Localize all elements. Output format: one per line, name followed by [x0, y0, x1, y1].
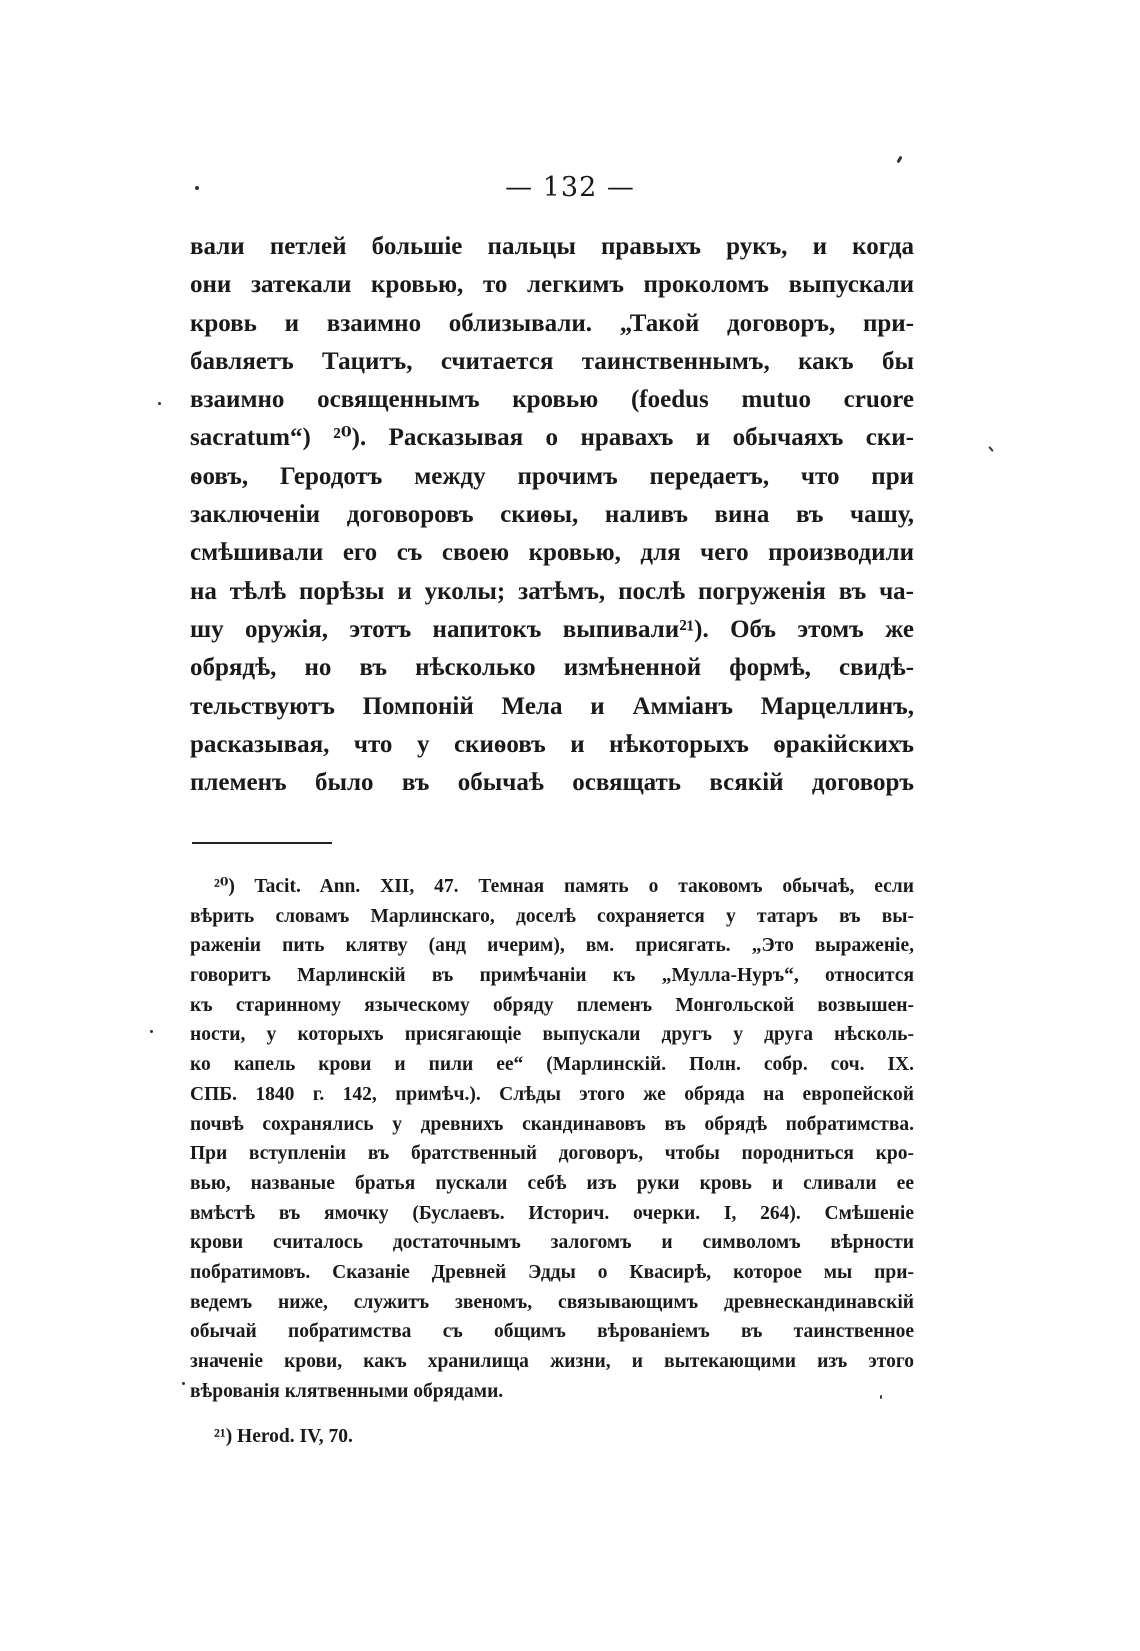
footnote-line: ведемъ ниже, служитъ звеномъ, связывающимъ древнескандинавскій	[190, 1291, 914, 1313]
body-line: они затекали кровью, то легкимъ прокoломъ выпускали	[190, 271, 914, 299]
footnote-divider	[192, 842, 332, 844]
footnote-line: вѣрованія клятвенными обрядами.	[190, 1380, 504, 1402]
footnote-line: обычай побратимства съ общимъ вѣрованіемъ въ таинственное	[190, 1321, 914, 1343]
footnote-line: ²⁰) Tacit. Ann. XII, 47. Темная память о таковомъ обычаѣ, если	[214, 876, 914, 897]
footnote-21: ²¹) Herod. IV, 70.	[214, 1426, 353, 1447]
body-line: ѳовъ, Геродотъ между прочимъ передаетъ, что при	[190, 462, 914, 490]
footnote-line: раженіи пить клятву (анд ичерим), вм. присягать. „Это выраженіе,	[190, 935, 914, 957]
scan-speck	[988, 446, 993, 452]
body-line: вали петлей большіе пальцы правыхъ рукъ, и когда	[190, 233, 914, 260]
footnote-line: ко капель крови и пили ее“ (Марлинскій. Полн. собр. соч. IX.	[190, 1054, 914, 1076]
body-line: взаимно освященнымъ кровью (foedus mutuo cruore	[190, 386, 914, 414]
footnote-line: почвѣ сохранялись у древнихъ скандинавовъ въ обрядѣ побратимства.	[190, 1113, 914, 1135]
footnote-line: говоритъ Марлинскій въ примѣчаніи къ „Мулла-Нуръ“, относится	[190, 965, 914, 987]
footnote-line: къ старинному языческому обряду племенъ Монгольской возвышен-	[190, 994, 914, 1016]
footnote-line: крови считалось достаточнымъ залогомъ и символомъ вѣрности	[190, 1232, 914, 1254]
body-line: шу оружія, этотъ напитокъ выпивали²¹). Объ этомъ же	[190, 615, 914, 643]
body-line: расказывая, что у скиѳовъ и нѣкоторыхъ ѳракійскихъ	[190, 730, 914, 758]
footnote-line: ности, у которыхъ присягающіе выпускали другъ у друга нѣсколь-	[190, 1024, 914, 1046]
body-line: на тѣлѣ порѣзы и уколы; затѣмъ, послѣ погруженія въ ча-	[190, 577, 914, 605]
footnote-line: значеніе крови, какъ хранилища жизни, и вытекающими изъ этого	[190, 1351, 914, 1372]
body-line: заключеніи договоровъ скиѳы, наливъ вина въ чашу,	[190, 501, 914, 529]
scan-speck	[896, 156, 902, 164]
footnote-line: вмѣстѣ въ ямочку (Буслаевъ. Историч. очерки. I, 264). Смѣшеніе	[190, 1202, 914, 1224]
main-body-text	[190, 228, 914, 802]
footnote-line: При вступленіи въ братственный договоръ, чтобы породниться кро-	[190, 1143, 914, 1165]
footnote-20	[190, 872, 914, 1406]
body-line: бавляетъ Тацитъ, считается таинственнымъ, какъ бы	[190, 347, 914, 375]
body-line: смѣшивали его съ своею кровью, для чего производили	[190, 539, 914, 567]
body-line: кровь и взаимно облизывали. „Такой договоръ, при-	[190, 309, 914, 337]
body-line: тельствуютъ Помпоній Мела и Амміанъ Марцеллинъ,	[190, 692, 914, 720]
page-number: — 132 —	[505, 172, 635, 203]
scan-speck	[150, 1030, 153, 1033]
scan-speck	[880, 1395, 882, 1399]
body-line: обрядѣ, но въ нѣсколько измѣненной формѣ, свидѣ-	[190, 654, 914, 682]
scan-speck	[158, 402, 161, 405]
footnote-line: вью, названые братья пускали себѣ изъ руки кровь и сливали ее	[190, 1172, 914, 1194]
scan-speck	[182, 1382, 185, 1385]
footnote-line: побратимовъ. Сказаніе Древней Эдды о Квасирѣ, которое мы при-	[190, 1261, 914, 1283]
body-line: sacratum“) ²⁰). Расказывая о нравахъ и обычаяхъ ски-	[190, 424, 914, 452]
footnote-line: вѣрить словамъ Марлинскаго, доселѣ сохраняется у татаръ въ вы-	[190, 905, 914, 927]
footnote-line: СПБ. 1840 г. 142, примѣч.). Слѣды этого же обряда на европейской	[190, 1083, 914, 1105]
body-line: племенъ было въ обычаѣ освящать всякій договоръ	[190, 769, 914, 797]
scan-speck	[195, 186, 199, 190]
